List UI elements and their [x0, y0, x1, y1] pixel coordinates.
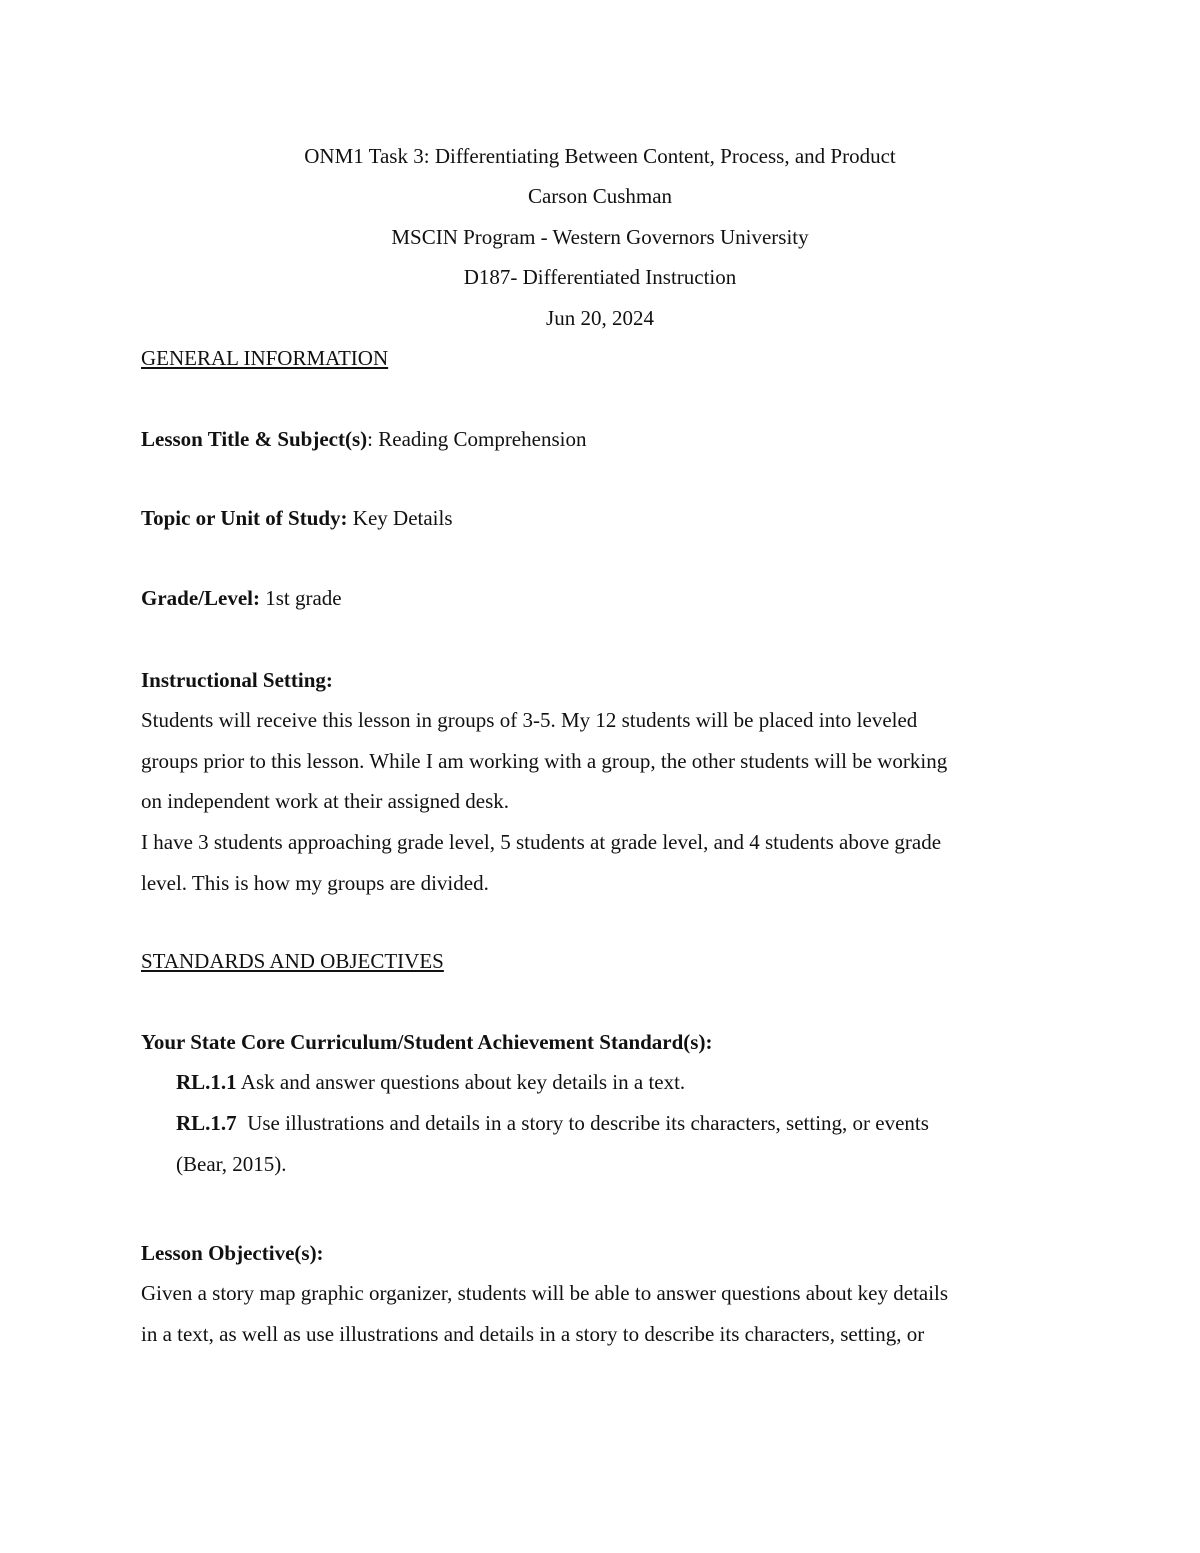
topic-label: Topic or Unit of Study: — [141, 506, 348, 530]
topic-value: Key Details — [347, 506, 453, 530]
program-name: MSCIN Program - Western Governors University — [391, 225, 809, 249]
standard-continuation: (Bear, 2015). — [176, 1152, 287, 1176]
objective-line: in a text, as well as use illustrations and details in a story to describe its characters, setting, or — [141, 1322, 925, 1346]
standard-code: RL.1.1 — [176, 1070, 237, 1094]
document-title: ONM1 Task 3: Differentiating Between Content, Process, and Product — [304, 144, 896, 168]
author-name: Carson Cushman — [527, 184, 673, 208]
standard-item — [176, 1068, 685, 1096]
section-heading-standards-and-objectives: STANDARDS AND OBJECTIVES — [141, 949, 444, 973]
instructional-setting-label: Instructional Setting: — [141, 668, 333, 692]
setting-line: on independent work at their assigned desk. — [141, 789, 509, 813]
course-name: D187- Differentiated Instruction — [463, 265, 737, 289]
document-date: Jun 20, 2024 — [546, 306, 654, 330]
standard-code: RL.1.7 — [176, 1111, 237, 1135]
setting-line: I have 3 students approaching grade level, 5 students at grade level, and 4 students above grade — [141, 830, 942, 854]
setting-line: Students will receive this lesson in groups of 3-5. My 12 students will be placed into leveled — [141, 708, 918, 732]
objective-line: Given a story map graphic organizer, students will be able to answer questions about key details — [141, 1281, 949, 1305]
setting-line: level. This is how my groups are divided. — [141, 871, 489, 895]
setting-line: groups prior to this lesson. While I am working with a group, the other students will be working — [141, 749, 948, 773]
lesson-objectives-label: Lesson Objective(s): — [141, 1241, 324, 1265]
lesson-title-value: : Reading Comprehension — [367, 427, 587, 451]
standards-label: Your State Core Curriculum/Student Achievement Standard(s): — [141, 1030, 713, 1054]
standard-text: Use illustrations and details in a story to describe its characters, setting, or events — [236, 1111, 929, 1135]
lesson-title-label: Lesson Title & Subject(s) — [141, 427, 368, 451]
standard-text: Ask and answer questions about key details in a text. — [236, 1070, 686, 1094]
grade-row — [141, 584, 342, 612]
lesson-title-row — [141, 425, 586, 453]
standard-item — [176, 1109, 929, 1137]
grade-label: Grade/Level: — [141, 586, 260, 610]
topic-row — [141, 504, 453, 532]
section-heading-general-information: GENERAL INFORMATION — [141, 346, 389, 370]
grade-value: 1st grade — [259, 586, 342, 610]
